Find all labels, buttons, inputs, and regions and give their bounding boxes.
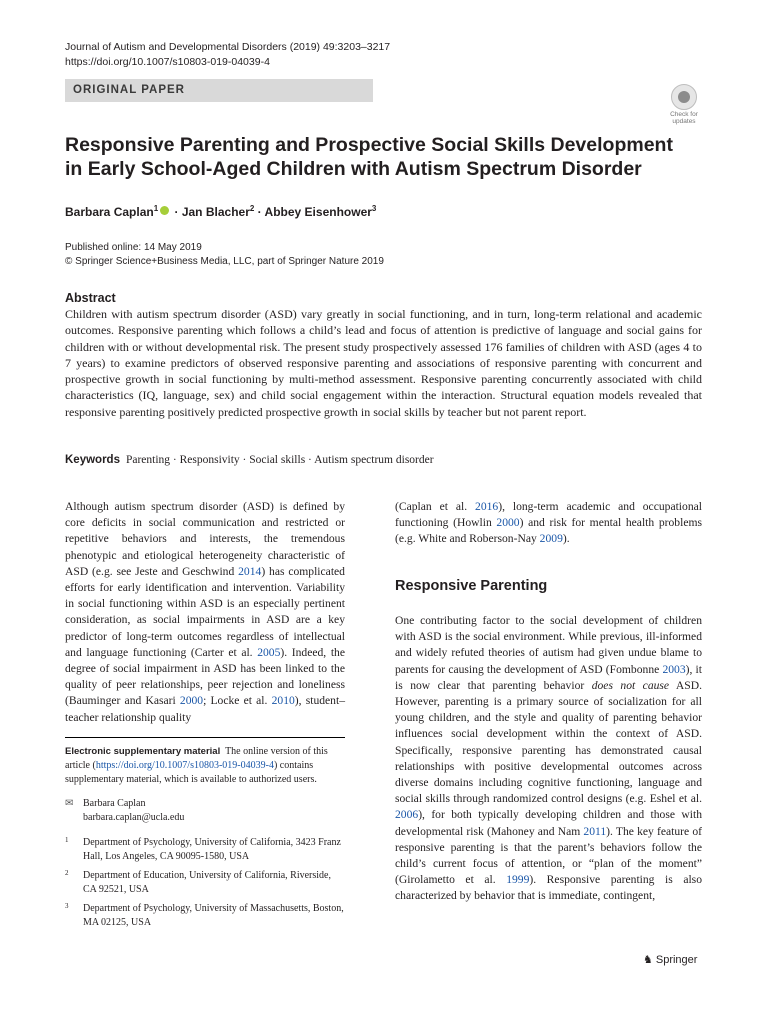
body-text: Although autism spectrum disorder (ASD) is defined by core deficits in social communication and restricted or repetitive behaviors and interests, the tremendous phenotypic and etiological heterogeneity characteristic of ASD (e.g. see Jeste and Geschwind [65, 500, 345, 578]
journal-header [65, 40, 390, 70]
affiliation [65, 836, 345, 863]
springer-horse-icon: ♞ [643, 954, 653, 966]
citation-link[interactable]: 2000 [496, 516, 520, 530]
citation-link[interactable]: 2003 [662, 662, 686, 676]
citation-link[interactable]: 2016 [475, 500, 499, 513]
affiliation [65, 869, 345, 896]
body-paragraph-left [65, 499, 345, 726]
citation-link[interactable]: 2010 [271, 694, 295, 708]
affiliation [65, 902, 345, 929]
body-text: ). [562, 532, 570, 546]
affiliation-number: 3 [65, 902, 69, 910]
esm-doi-link[interactable]: https://doi.org/10.1007/s10803-019-04039-4 [95, 760, 274, 771]
affiliation-number: 1 [65, 836, 69, 844]
publisher-mark [643, 953, 697, 966]
body-paragraph-right-1 [395, 499, 702, 548]
body-text: ). The key feature of responsive parenting is that the parent’s behaviors follow the child’s current focus of attention, or “plan of the moment” (Girolametto et al. [395, 824, 702, 887]
author-name[interactable]: Barbara Caplan [65, 205, 154, 219]
author-name[interactable]: Abbey Eisenhower [264, 205, 372, 219]
citation-link[interactable]: 2011 [583, 824, 607, 838]
body-text: ; Locke et al. [203, 694, 272, 708]
citation-link[interactable]: 1999 [506, 873, 530, 887]
keywords [65, 454, 434, 466]
emphasis-text: does not cause [591, 678, 670, 692]
check-for-updates-button[interactable] [664, 84, 704, 124]
corresponding-author-email[interactable]: barbara.caplan@ucla.edu [83, 812, 185, 823]
section-heading: Responsive Parenting [395, 578, 548, 594]
author-separator: · [254, 205, 265, 219]
copyright-notice: © Springer Science+Business Media, LLC, part of Springer Nature 2019 [65, 256, 384, 267]
body-text: ), for both typically developing children and those with developmental risk (Mahoney and Nam [395, 808, 702, 838]
author-list [65, 204, 376, 219]
body-text: ). Responsive parenting is also characterized by behavior that is immediate, contingent, [395, 873, 702, 903]
author-affiliation-marker: 3 [371, 204, 377, 213]
citation-link[interactable]: 2000 [179, 694, 204, 708]
citation-link[interactable]: 2006 [395, 808, 419, 822]
esm-text: The online version of this article ( [65, 746, 328, 771]
body-text: ), student–teacher relationship quality [65, 694, 345, 724]
orcid-icon[interactable] [160, 206, 169, 215]
affiliation-number: 2 [65, 869, 69, 877]
paper-title: Responsive Parenting and Prospective Social Skills Development in Early School-Aged Children with Autism Spectrum Disorder [65, 134, 673, 180]
body-text: One contributing factor to the social development of children with ASD is the social environment. While previous, ill-informed and widely refuted theories of autism had given undue blame to parents for causing the development of ASD (Fombonne [395, 614, 702, 676]
footnote-divider [65, 737, 345, 738]
publisher-name: Springer [655, 954, 698, 966]
check-for-updates-icon [671, 84, 697, 110]
body-text: ASD. However, parenting is a primary source of socialization for all young children, and the style and quality of parenting behavior influences social development within the context of ASD. Specifically, responsive parenting has demonstrated causal relationships with positive developmental outcomes across diverse domains including cognitive functioning, language and social skills through randomized control designs (e.g. Eshel et al. [395, 678, 703, 806]
journal-doi[interactable]: https://doi.org/10.1007/s10803-019-04039-4 [65, 56, 270, 68]
affiliation-text: Department of Psychology, University of Massachusetts, Boston, MA 02125, USA [83, 903, 344, 928]
supplementary-material-note [65, 745, 345, 787]
journal-citation: Journal of Autism and Developmental Disorders (2019) 49:3203–3217 [65, 41, 391, 53]
envelope-icon: ✉ [65, 798, 74, 809]
keywords-list: Parenting · Responsivity · Social skills · Autism spectrum disorder [125, 454, 434, 466]
citation-link[interactable]: 2014 [238, 564, 262, 578]
author-affiliation-marker: 1 [153, 204, 159, 213]
published-date: Published online: 14 May 2019 [65, 242, 202, 253]
body-text: ). Indeed, the degree of social impairment in ASD has been linked to the quality of peer relationships, peer rejection and loneliness (Bauminger and Kasari [65, 645, 345, 708]
author-name[interactable]: Jan Blacher [181, 205, 250, 219]
body-text: ) and risk for mental health problems (e.g. White and Roberson-Nay [395, 516, 702, 546]
body-text: (Caplan et al. [395, 500, 476, 513]
abstract-text: Children with autism spectrum disorder (ASD) vary greatly in social functioning, and in turn, long-term relational and academic outcomes. Responsive parenting which follows a child’s lead and focus of attention is predictive of language and social gains for children with or without developmental risk. The present study prospectively assessed 176 families of children with ASD (ages 4 to 7 years) to examine predictors of observed responsive parenting and associations of responsive parenting with concurrent and prospective growth in social functioning by multi-method assessment. Responsive parenting concurrently associated with child characteristics (IQ, language, sex) and child social engagement within the interaction. Structural equation models revealed that responsive parenting positively predicted prospective growth in social skills by teacher but not parent report. [65, 307, 702, 419]
keywords-label: Keywords [65, 454, 120, 466]
publication-info [65, 241, 384, 269]
article-type-banner [65, 79, 373, 102]
esm-text: ) contains supplementary material, which is available to authorized users. [65, 760, 317, 785]
check-for-updates-label: Check for updates [670, 111, 698, 125]
affiliation-text: Department of Psychology, University of California, 3423 Franz Hall, Los Angeles, CA 90095-1580, USA [83, 837, 341, 862]
body-text: ) has complicated efforts for early identification and intervention. Variability in social functioning within ASD is an especially pertinent consideration, as social impairments in ASD are a key predictor of long-term outcomes regardless of intellectual and language functioning (Carter et al. [65, 564, 345, 659]
esm-label: Electronic supplementary material [65, 746, 221, 757]
body-text: ), it is now clear that parenting behavior [395, 662, 702, 692]
affiliation-text: Department of Education, University of California, Riverside, CA 92521, USA [83, 870, 331, 895]
affiliation [65, 811, 345, 825]
article-type-label: ORIGINAL PAPER [73, 84, 185, 96]
corresponding-author [65, 797, 145, 811]
body-paragraph-right-2 [395, 613, 702, 905]
corresponding-author-name: Barbara Caplan [83, 798, 146, 809]
citation-link[interactable]: 2009 [539, 532, 563, 546]
author-separator: · [171, 205, 182, 219]
body-text: ), long-term academic and occupational functioning (Howlin [395, 500, 702, 530]
abstract-heading: Abstract [65, 291, 116, 305]
author-affiliation-marker: 2 [249, 204, 255, 213]
citation-link[interactable]: 2005 [257, 645, 281, 659]
